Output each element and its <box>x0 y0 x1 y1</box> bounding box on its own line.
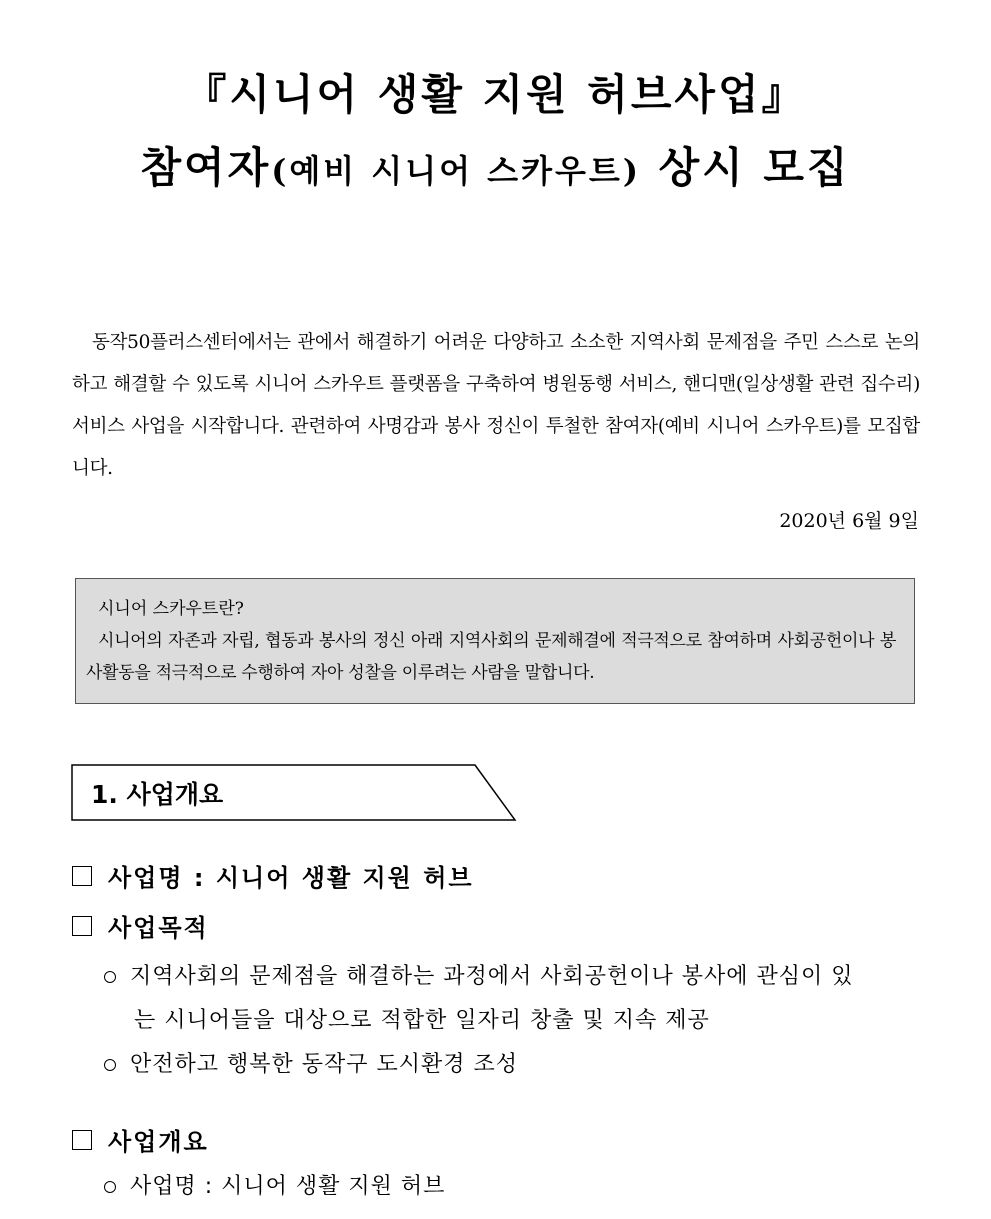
bullet-item-purpose-2 <box>104 1043 924 1087</box>
circle-bullet-icon <box>104 1181 116 1193</box>
bullet-item-overview-1 <box>104 1165 924 1209</box>
check-item-label: 사업명 : 시니어 생활 지원 허브 <box>108 864 474 892</box>
notice-date: 2020년 6월 9일 <box>779 510 919 532</box>
bullet-item-purpose-1 <box>104 955 924 1043</box>
section-heading-tab <box>71 764 521 822</box>
bullet-text: 사업명 : 시니어 생활 지원 허브 <box>130 1174 446 1199</box>
page-title: 『시니어 생활 지원 허브사업』 <box>184 70 807 119</box>
check-item-overview <box>72 1122 209 1157</box>
check-item-label: 사업개요 <box>108 1128 209 1156</box>
checkbox-icon <box>72 1130 92 1150</box>
checkbox-icon <box>72 916 92 936</box>
check-item-label: 사업목적 <box>108 914 209 942</box>
check-item-purpose <box>72 908 209 943</box>
circle-bullet-icon <box>104 971 116 983</box>
subtitle-tail: 상시 모집 <box>640 143 851 192</box>
bullet-text: 지역사회의 문제점을 해결하는 과정에서 사회공헌이나 봉사에 관심이 있 <box>130 964 854 989</box>
info-box-title: 시니어 스카우트란? <box>98 599 244 619</box>
bullet-text: 안전하고 행복한 동작구 도시환경 조성 <box>130 1052 519 1077</box>
bullet-text-continuation: 는 시니어들을 대상으로 적합한 일자리 창출 및 지속 제공 <box>134 1008 710 1033</box>
check-item-project-name <box>72 858 474 893</box>
section-heading: 1. 사업개요 <box>91 780 224 809</box>
subtitle-main: 참여자 <box>140 143 272 192</box>
checkbox-icon <box>72 866 92 886</box>
subtitle-paren: (예비 시니어 스카우트) <box>271 152 641 190</box>
info-box-body: 시니어의 자존과 자립, 협동과 봉사의 정신 아래 지역사회의 문제해결에 적극적으로 참여하며 사회공헌이나 봉사활동을 적극적으로 수행하여 자아 성찰을 이루려는 사람을 말합니다. <box>86 631 896 683</box>
info-box <box>75 578 915 704</box>
intro-paragraph: 동작50플러스센터에서는 관에서 해결하기 어려운 다양하고 소소한 지역사회 문제점을 주민 스스로 논의하고 해결할 수 있도록 시니어 스카우트 플랫폼을 구축하여 병원동행 서비스, 핸디맨(일상생활 관련 집수리)서비스 사업을 시작합니다. 관련하여 사명감과 봉사 정신이 투철한 참여자(예비 시니어 스카우트)를 모집합니다. <box>72 332 920 479</box>
circle-bullet-icon <box>104 1059 116 1071</box>
page-subtitle <box>0 135 991 195</box>
